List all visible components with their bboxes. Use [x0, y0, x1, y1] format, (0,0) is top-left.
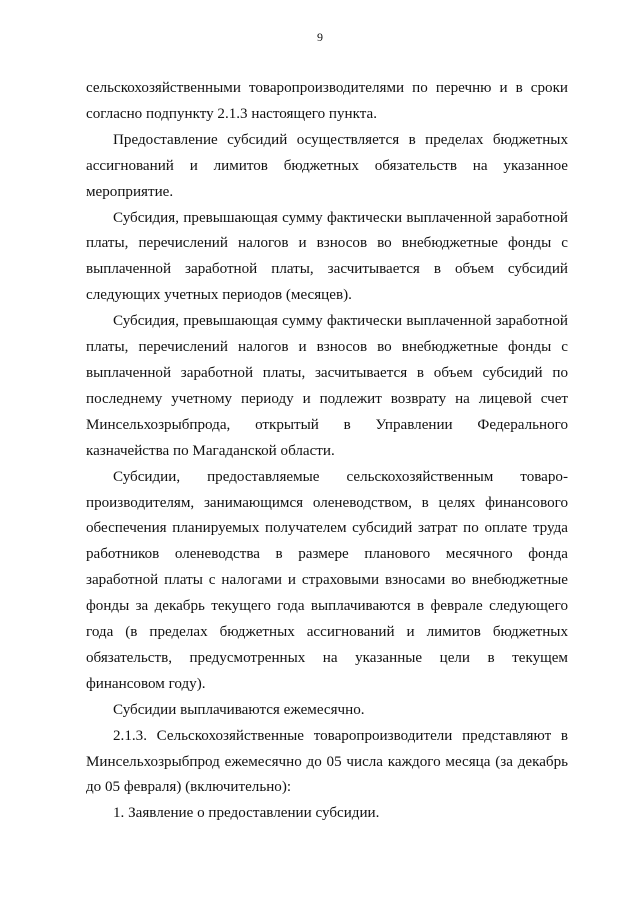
paragraph-8: 1. Заявление о предоставлении субсидии.	[113, 805, 380, 822]
paragraph-4: Субсидия, превышающая сумму фактически выплаченной заработной платы, перечислений налогов и взносов во внебюджетные фонды с выплаченной заработной платы, засчитывается в объем субсидий по последнему учетному периоду и подлежит возврату на лицевой счет Минсельхозрыбпрода, открытый в Управлении Федерального казначейства по Магаданской области.	[86, 313, 568, 459]
paragraph-6: Субсидии выплачиваются ежемесячно.	[113, 701, 365, 718]
document-body	[86, 76, 568, 827]
paragraph-7: 2.1.3. Сельскохозяйственные товаропроизводители представляют в Минсельхозрыбпрод ежемесячно до 05 числа каждого месяца (за декабрь до 05 февраля) (включительно):	[86, 727, 568, 796]
paragraph-3: Субсидия, превышающая сумму фактически выплаченной заработной платы, перечислений налогов и взносов во внебюджетные фонды с выплаченной заработной платы, засчитывается в объем субсидий следующих учетных периодов (месяцев).	[86, 209, 568, 304]
paragraph-1: сельскохозяйственными товаропроизводителями по перечню и в сроки согласно подпункту 2.1.3 настоящего пункта.	[86, 80, 568, 122]
paragraph-2: Предоставление субсидий осуществляется в пределах бюджетных ассигнований и лимитов бюджетных обязательств на указанное мероприятие.	[86, 131, 568, 200]
paragraph-5: Субсидии, предоставляемые сельскохозяйственным товаро-производителям, занимающимся оленеводством, в целях финансового обеспечения планируемых получателем субсидий затрат по оплате труда работников оленеводства в размере планового месячного фонда заработной платы с налогами и страховыми взносами во внебюджетные фонды за декабрь текущего года выплачиваются в феврале следующего года (в пределах бюджетных ассигнований и лимитов бюджетных обязательств, предусмотренных на указанные цели в текущем финансовом году).	[86, 468, 568, 692]
page-number: 9	[317, 30, 323, 44]
